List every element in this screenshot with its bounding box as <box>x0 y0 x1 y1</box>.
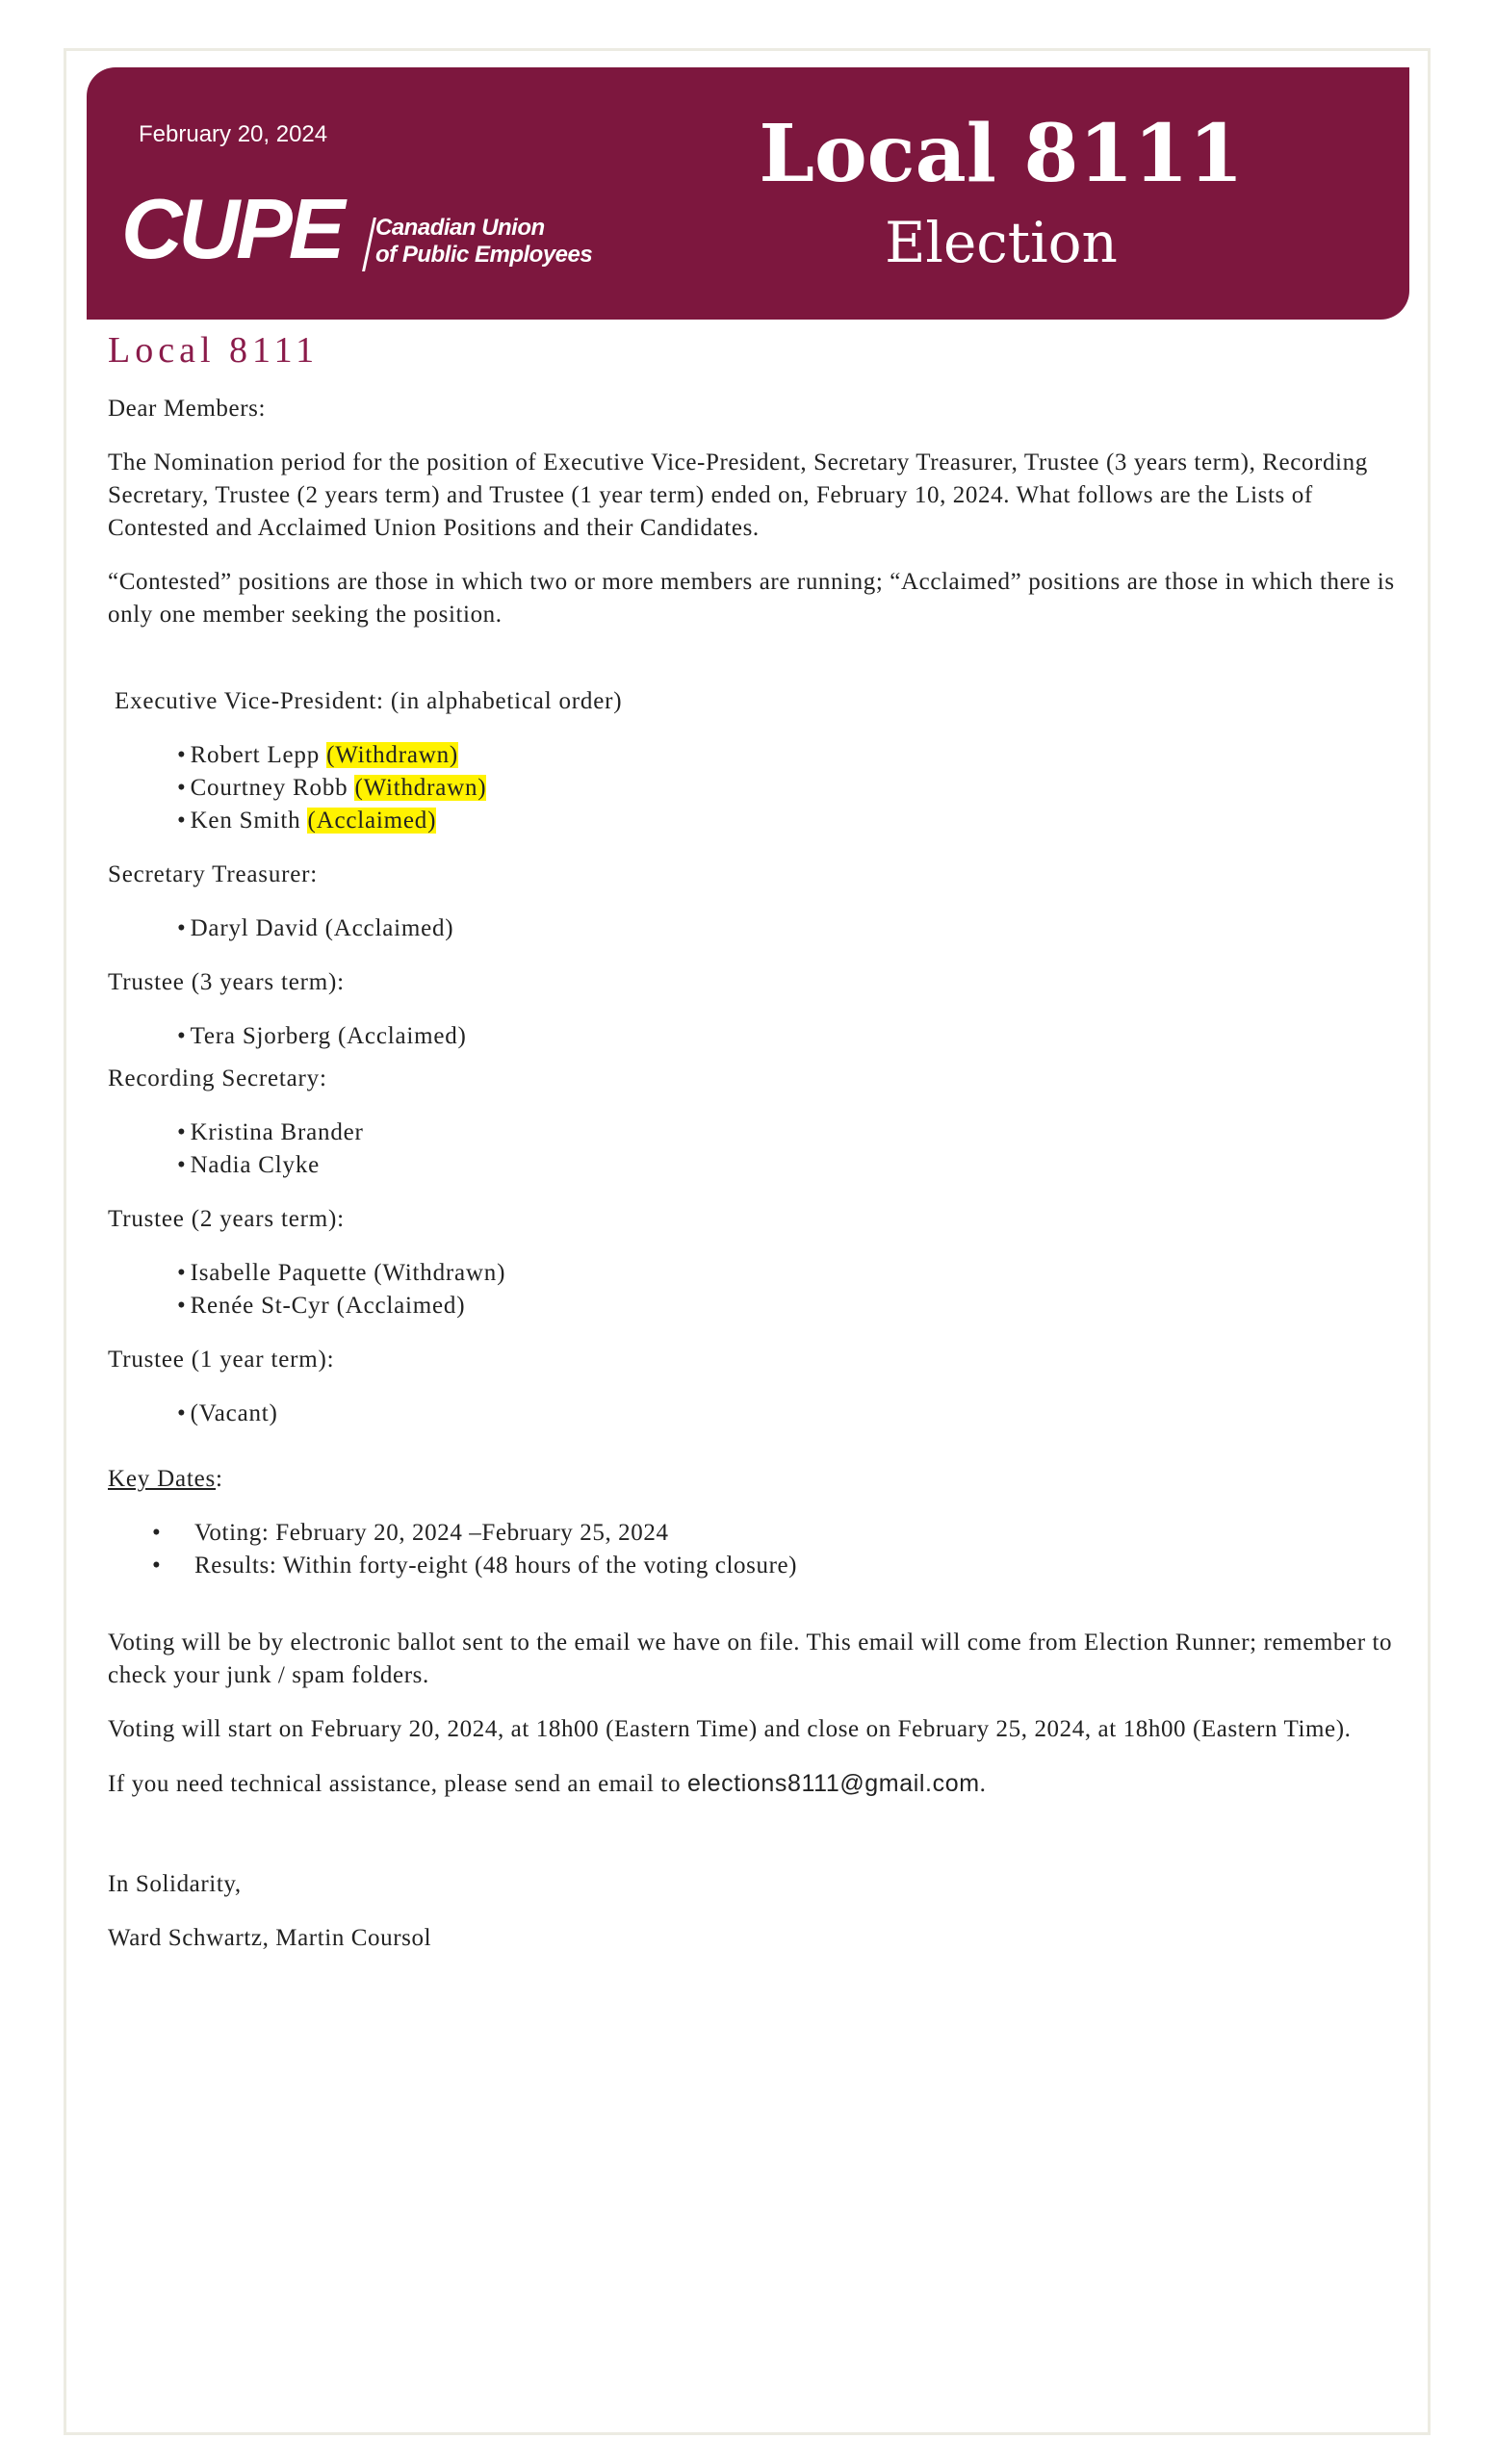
candidate-list <box>108 1257 1398 1322</box>
banner-date: February 20, 2024 <box>139 121 328 147</box>
key-dates-list <box>108 1517 1398 1582</box>
logo-line-2: of Public Employees <box>375 242 593 268</box>
letter-heading: Local 8111 <box>108 330 320 371</box>
position-title: Trustee (1 year term): <box>108 1347 335 1373</box>
position-title: Trustee (2 years term): <box>108 1206 345 1232</box>
signers: Ward Schwartz, Martin Coursol <box>108 1925 432 1951</box>
letter-body <box>108 329 1398 1955</box>
key-date-item: • Voting: February 20, 2024 –February 25, 2024 <box>152 1520 669 1546</box>
definitions-paragraph: “Contested” positions are those in which two or more members are running; “Acclaimed” positions are those in which there is only one member seeking the position. <box>108 569 1395 628</box>
candidate-item: • Robert Lepp (Withdrawn) <box>177 739 1398 772</box>
status-highlight: (Withdrawn) <box>326 742 458 768</box>
logo-tagline <box>375 215 592 269</box>
candidate-item: • Daryl David (Acclaimed) <box>177 912 1398 945</box>
logo-line-1: Canadian Union <box>375 215 545 241</box>
status-highlight: (Withdrawn) <box>354 775 487 801</box>
key-dates-heading: Key Dates: <box>108 1466 223 1492</box>
candidate-item: • Isabelle Paquette (Withdrawn) <box>177 1257 1398 1290</box>
candidate-list <box>108 1116 1398 1182</box>
candidate-list <box>108 1398 1398 1430</box>
banner-title: Local 8111 <box>759 108 1244 200</box>
candidate-item: • Kristina Brander <box>177 1116 1398 1149</box>
status-highlight: (Acclaimed) <box>307 808 437 834</box>
candidate-item: • Courtney Robb (Withdrawn) <box>177 772 1398 805</box>
assistance-paragraph: If you need technical assistance, please send an email to elections8111@gmail.com. <box>108 1770 987 1797</box>
email-link[interactable]: elections8111@gmail.com <box>686 1770 980 1797</box>
greeting: Dear Members: <box>108 396 266 422</box>
voting-window-paragraph: Voting will start on February 20, 2024, at 18h00 (Eastern Time) and close on February 25, 2024, at 18h00 (Eastern Time). <box>108 1716 1352 1742</box>
candidate-list <box>108 1020 1398 1053</box>
intro-paragraph: The Nomination period for the position of Executive Vice-President, Secretary Treasurer, Trustee (3 years term), Recording Secretary, Trustee (2 years term) and Trustee (1 year term) ended on, February 10, 2024. What follows are the Lists of Contested and Acclaimed Union Positions and their Candidates. <box>108 449 1368 541</box>
candidate-item: • Nadia Clyke <box>177 1149 1398 1182</box>
candidate-item: • Tera Sjorberg (Acclaimed) <box>177 1020 1398 1053</box>
ballot-paragraph: Voting will be by electronic ballot sent to the email we have on file. This email will come from Election Runner; remember to check your junk / spam folders. <box>108 1630 1393 1688</box>
position-title: Executive Vice-President: (in alphabetical order) <box>108 688 623 714</box>
banner-subtitle: Election <box>885 210 1118 275</box>
candidate-item: • Ken Smith (Acclaimed) <box>177 805 1398 837</box>
sign-off: In Solidarity, <box>108 1871 242 1897</box>
candidate-item: • Renée St-Cyr (Acclaimed) <box>177 1290 1398 1322</box>
position-title: Trustee (3 years term): <box>108 969 345 995</box>
key-date-item: • Results: Within forty-eight (48 hours of the voting closure) <box>152 1553 798 1578</box>
candidate-item: • (Vacant) <box>177 1398 1398 1430</box>
candidate-list <box>108 739 1398 837</box>
position-title: Recording Secretary: <box>108 1065 327 1091</box>
cupe-logo: CUPE <box>121 181 342 276</box>
position-title: Secretary Treasurer: <box>108 861 319 887</box>
candidate-list <box>108 912 1398 945</box>
